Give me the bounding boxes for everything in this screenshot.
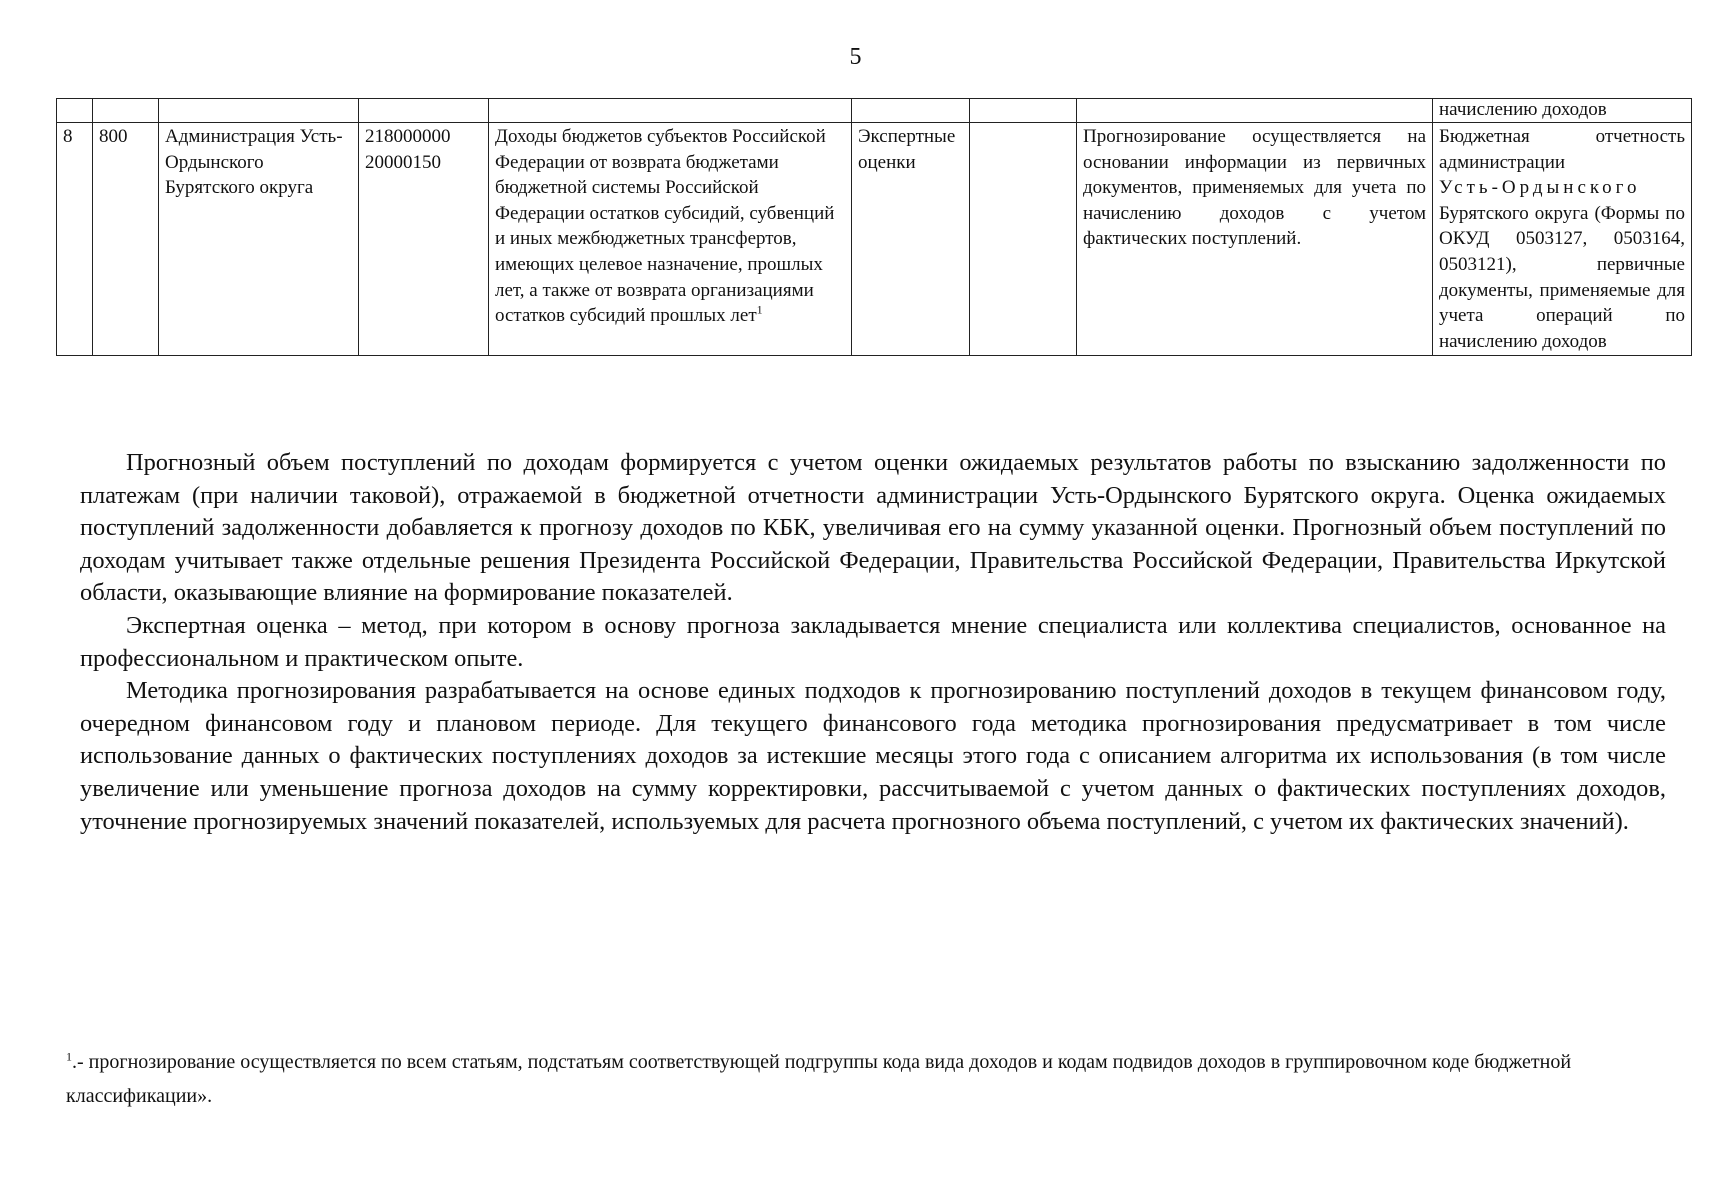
paragraph: Прогнозный объем поступлений по доходам формируется с учетом оценки ожидаемых результатов работы по взысканию задолженности по платежам (при наличии таковой), отражаемой в бюджетной отчетности администрации Усть-Ордынского Бурятского округа. Оценка ожидаемых поступлений задолженности добавляется к прогнозу доходов по КБК, увеличивая его на сумму указанной оценки. Прогнозный объем поступлений по доходам учитывает также отдельные решения Президента Российской Федерации, Правительства Российской Федерации, Правительства Иркутской области, оказывающие влияние на формирование показателей. xyxy=(80,449,1666,607)
footnote xyxy=(66,1045,1646,1113)
income-forecast-table xyxy=(56,98,1692,356)
table-cell xyxy=(159,99,359,123)
formula-cell xyxy=(970,123,1077,356)
data-source-line: Усть-Ордынского xyxy=(1439,177,1641,199)
table-cell xyxy=(489,99,852,123)
table-cell xyxy=(1077,99,1433,123)
administrator-cell: Администрация Усть-Ордынского Бурятского округа xyxy=(159,123,359,356)
data-source-line: Бурятского округа (Формы по ОКУД 0503127, 0503164, 0503121), первичные документы, применяемые для учета операций по начислению доходов xyxy=(1439,202,1685,352)
table-cell xyxy=(57,99,93,123)
footnote-marker: 1 xyxy=(66,1049,72,1064)
algorithm-cell: Прогнозирование осуществляется на основании информации из первичных документов, применяемых для учета по начислению доходов с учетом фактических поступлений. xyxy=(1077,123,1433,356)
admin-code-cell: 800 xyxy=(93,123,159,356)
table-cell xyxy=(359,99,489,123)
income-name-text: Доходы бюджетов субъектов Российской Федерации от возврата бюджетами бюджетной системы Российской Федерации остатков субсидий, субвенций и иных межбюджетных трансфертов, имеющих целевое назначение, прошлых лет, а также от возврата организациями остатков субсидий прошлых лет xyxy=(495,126,835,327)
row-number-cell: 8 xyxy=(57,123,93,356)
table-cell xyxy=(970,99,1077,123)
table-row-fragment xyxy=(57,99,1692,123)
data-source-cell xyxy=(1433,123,1692,356)
footnote-text: .- прогнозирование осуществляется по всем статьям, подстатьям соответствующей подгруппы кода вида доходов и кодам подвидов доходов в группировочном коде бюджетной классификации». xyxy=(66,1051,1572,1107)
table-cell xyxy=(852,99,970,123)
income-name-cell xyxy=(489,123,852,356)
body-text xyxy=(80,447,1666,838)
data-source-line: Бюджетная отчетность администрации xyxy=(1439,126,1685,173)
table-row xyxy=(57,123,1692,356)
footnote-ref: 1 xyxy=(756,302,763,317)
method-cell: Экспертные оценки xyxy=(852,123,970,356)
page-number: 5 xyxy=(849,44,862,70)
kbk-cell: 218000000 20000150 xyxy=(359,123,489,356)
paragraph: Методика прогнозирования разрабатывается на основе единых подходов к прогнозированию поступлений доходов в текущем финансовом году, очередном финансовом году и плановом периоде. Для текущего финансового года методика прогнозирования предусматривает в том числе использование данных о фактических поступлениях доходов за истекшие месяцы этого года с описанием алгоритма их использования (в том числе увеличение или уменьшение прогноза доходов на сумму корректировки, рассчитываемой с учетом данных о фактических поступлениях доходов, уточнение прогнозируемых значений показателей, используемых для расчета прогнозного объема поступлений, с учетом их фактических значений). xyxy=(80,677,1666,835)
paragraph: Экспертная оценка – метод, при котором в основу прогноза закладывается мнение специалиста или коллектива специалистов, основанное на профессиональном и практическом опыте. xyxy=(80,611,1666,672)
table-cell xyxy=(93,99,159,123)
table-cell: начислению доходов xyxy=(1433,99,1692,123)
